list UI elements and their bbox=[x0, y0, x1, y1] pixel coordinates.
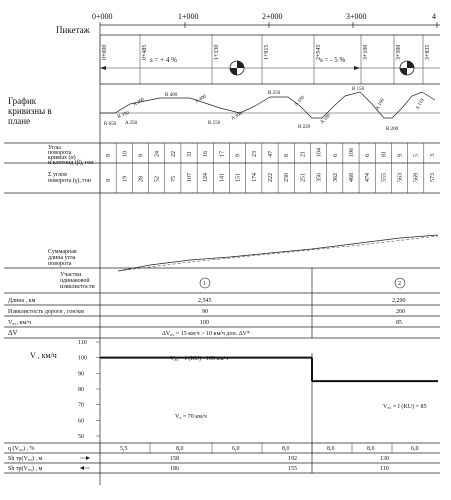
angle-value: 81 bbox=[381, 151, 388, 157]
svg-text:поворота (γ), гон: поворота (γ), гон bbox=[48, 178, 91, 184]
mark-label: 0+000 bbox=[102, 44, 108, 60]
q-value: 8,0 bbox=[367, 446, 375, 452]
angle-value: 9 bbox=[138, 154, 145, 157]
station-label: 2+000 bbox=[262, 12, 283, 21]
sum-value: 151 bbox=[235, 173, 242, 182]
sum-values bbox=[100, 163, 436, 193]
sum-value: 356 bbox=[316, 173, 323, 182]
sh1-row-label: Sh тр(V₈₅) , м bbox=[8, 456, 43, 462]
sum-value: 19 bbox=[122, 176, 129, 182]
svg-text:R 200: R 200 bbox=[386, 127, 399, 132]
svg-text:A 100: A 100 bbox=[375, 98, 386, 111]
svg-text:R 400: R 400 bbox=[165, 93, 178, 98]
sh2-row-label: Sh тр(V₈₅) , м bbox=[8, 466, 43, 472]
svg-text:длина угла: длина угла bbox=[48, 255, 76, 261]
svg-text:R 550: R 550 bbox=[208, 121, 221, 126]
length-value: 2,290 bbox=[392, 298, 406, 304]
speed-label: V₈₅ = f (KU) - 100 км/ч bbox=[170, 356, 228, 362]
angles-row-label bbox=[48, 145, 94, 166]
station-label: 1+000 bbox=[178, 12, 199, 21]
svg-text:R 220: R 220 bbox=[298, 125, 311, 130]
sh2-value: 110 bbox=[380, 466, 389, 472]
sum-value: 474 bbox=[365, 173, 372, 182]
sum-value: 222 bbox=[268, 173, 274, 182]
svg-text:График: График bbox=[8, 96, 37, 106]
sum-value: 569 bbox=[413, 173, 420, 182]
speed-tick-label: 70 bbox=[78, 402, 84, 409]
section-number: 2 bbox=[398, 281, 401, 287]
station-scale bbox=[92, 12, 440, 28]
q-value: 6,0 bbox=[232, 446, 240, 452]
curve-labels bbox=[104, 87, 426, 132]
svg-text:кривых (α): кривых (α) bbox=[48, 155, 76, 161]
slope-label: s = - 5 % bbox=[320, 56, 346, 64]
svg-text:R 150: R 150 bbox=[352, 87, 365, 92]
svg-text:Участки: Участки bbox=[60, 272, 82, 278]
angle-value: 9 bbox=[397, 154, 404, 157]
station-label: 4 bbox=[432, 12, 436, 21]
dv-text: ΔV₈₅ = 15 км/ч > 10 км/ч доп. ΔV* bbox=[162, 331, 250, 337]
curve-graph-label bbox=[8, 96, 52, 126]
speed-label: V₈₅ = f (KU) = 85 bbox=[383, 404, 427, 410]
speed-axis bbox=[78, 340, 100, 440]
speed-tick-label: 110 bbox=[78, 340, 87, 346]
slope-label: s = + 4 % bbox=[150, 56, 177, 64]
q-value: 8,0 bbox=[327, 446, 335, 452]
slope-indicators bbox=[100, 56, 440, 75]
svg-text:Суммарная: Суммарная bbox=[48, 249, 77, 255]
sh2-value: 186 bbox=[170, 466, 179, 472]
angle-value: 8 bbox=[284, 154, 291, 157]
sum-value: 573 bbox=[429, 173, 436, 182]
angle-value: 17 bbox=[219, 151, 226, 157]
sum-value: 75 bbox=[170, 176, 177, 182]
angle-value: 47 bbox=[268, 151, 274, 157]
section-number: 1 bbox=[203, 281, 206, 287]
mark-label: 2+545 bbox=[316, 44, 322, 60]
length-value: 2,545 bbox=[198, 298, 212, 304]
sum-value: 174 bbox=[251, 173, 258, 182]
svg-text:A 250: A 250 bbox=[125, 121, 138, 126]
v85-label: V₈₅, км/ч bbox=[8, 320, 31, 326]
q-value: 5,5 bbox=[120, 446, 128, 452]
angle-value: 24 bbox=[154, 151, 161, 157]
sum-value: 563 bbox=[397, 173, 404, 182]
sum-value: 124 bbox=[203, 173, 210, 182]
mark-label: 0+485 bbox=[142, 44, 148, 60]
angle-value: 104 bbox=[316, 148, 323, 157]
sh2-value: 155 bbox=[288, 466, 297, 472]
sh1-value: 158 bbox=[170, 456, 179, 462]
speed-tick-label: 90 bbox=[78, 371, 84, 378]
svg-text:A 180: A 180 bbox=[319, 113, 332, 126]
speed-axis-label: V , км/ч bbox=[30, 351, 57, 360]
sum-value: 555 bbox=[381, 173, 388, 182]
angle-value: 6 bbox=[365, 154, 372, 157]
speed-tick-label: 100 bbox=[78, 355, 87, 362]
svg-text:A 110: A 110 bbox=[415, 98, 426, 111]
station-label: 0+000 bbox=[92, 12, 113, 21]
angle-value: 9 bbox=[235, 154, 242, 157]
v85-value: 85 bbox=[396, 320, 402, 326]
speed-lines bbox=[100, 358, 438, 382]
sections-label bbox=[60, 272, 95, 290]
svg-text:одинаковой: одинаковой bbox=[60, 278, 90, 284]
angle-value: 16 bbox=[203, 151, 210, 157]
curvature-label: Извилистость дороги , гон/км bbox=[8, 309, 84, 315]
sum-value: 251 bbox=[300, 173, 307, 182]
curvature-value: 90 bbox=[202, 309, 208, 315]
mark-label: 1+915 bbox=[264, 44, 270, 60]
svg-text:кривизны в: кривизны в bbox=[8, 106, 52, 116]
svg-text:Σ углов: Σ углов bbox=[48, 172, 67, 178]
speed-tick-label: 60 bbox=[78, 418, 84, 425]
svg-text:A 400: A 400 bbox=[194, 94, 208, 105]
svg-text:извилистости: извилистости bbox=[60, 284, 95, 290]
mark-label: 3+100 bbox=[363, 44, 369, 60]
sum-value: 468 bbox=[348, 173, 355, 182]
sum-value: 230 bbox=[284, 173, 291, 182]
svg-text:R 650: R 650 bbox=[104, 122, 117, 127]
svg-text:A 300: A 300 bbox=[132, 97, 146, 108]
mark-label: 3+835 bbox=[425, 44, 431, 60]
speed-tick-label: 50 bbox=[78, 434, 84, 440]
angle-value: 6 bbox=[332, 154, 339, 157]
q-value: 6,0 bbox=[411, 446, 419, 452]
sh1-value: 192 bbox=[288, 456, 297, 462]
q-values bbox=[100, 443, 419, 453]
angle-value: 9 bbox=[106, 154, 113, 157]
angle-value: 10 bbox=[122, 151, 129, 157]
angle-value: 3 bbox=[429, 154, 436, 157]
mark-label: 1+330 bbox=[214, 44, 220, 60]
q-value: 8,0 bbox=[282, 446, 290, 452]
v85-value: 100 bbox=[200, 320, 209, 326]
svg-text:A 180: A 180 bbox=[293, 95, 306, 108]
angle-value: 23 bbox=[251, 151, 258, 157]
speed-label: V₀ = 70 км/ч bbox=[175, 414, 207, 420]
mark-label: 3+500 bbox=[396, 44, 402, 60]
angle-value: 31 bbox=[187, 151, 194, 157]
sh1-value: 130 bbox=[380, 456, 389, 462]
sum-row-label bbox=[48, 172, 92, 184]
speed-tick-label: 80 bbox=[78, 387, 84, 393]
cumulative-label bbox=[48, 249, 77, 267]
sum-value: 362 bbox=[332, 173, 339, 182]
svg-text:R 250: R 250 bbox=[268, 91, 281, 96]
angle-value: 106 bbox=[348, 148, 355, 157]
svg-text:Углы: Углы bbox=[48, 145, 61, 151]
q-value: 8,0 bbox=[176, 446, 184, 452]
angle-value: 21 bbox=[300, 151, 307, 157]
curvature-value: 260 bbox=[396, 309, 405, 315]
dv-label: ΔV bbox=[8, 329, 18, 337]
angle-value: 5 bbox=[413, 154, 420, 157]
svg-text:A 300: A 300 bbox=[230, 111, 244, 122]
angle-values bbox=[100, 143, 436, 163]
svg-text:плане: плане bbox=[8, 116, 31, 126]
row-label-piketazh: Пикетаж bbox=[56, 25, 90, 35]
cumulative-trend-line bbox=[118, 236, 438, 271]
svg-text:поворота: поворота bbox=[48, 150, 72, 156]
angle-value: 22 bbox=[170, 151, 177, 157]
station-label: 3+000 bbox=[346, 12, 367, 21]
length-label: Длина , км bbox=[8, 298, 36, 304]
sum-value: 141 bbox=[219, 173, 226, 182]
sum-value: 28 bbox=[138, 176, 145, 182]
q-row-label: q (V₈₅) , % bbox=[8, 446, 35, 452]
sum-value: 107 bbox=[187, 173, 194, 182]
svg-text:R 350: R 350 bbox=[116, 111, 131, 120]
svg-text:поворота: поворота bbox=[48, 261, 72, 267]
svg-text:и клотоид (β), гон: и клотоид (β), гон bbox=[48, 160, 94, 166]
sum-value: 52 bbox=[154, 176, 161, 182]
sum-value: 9 bbox=[106, 179, 113, 182]
